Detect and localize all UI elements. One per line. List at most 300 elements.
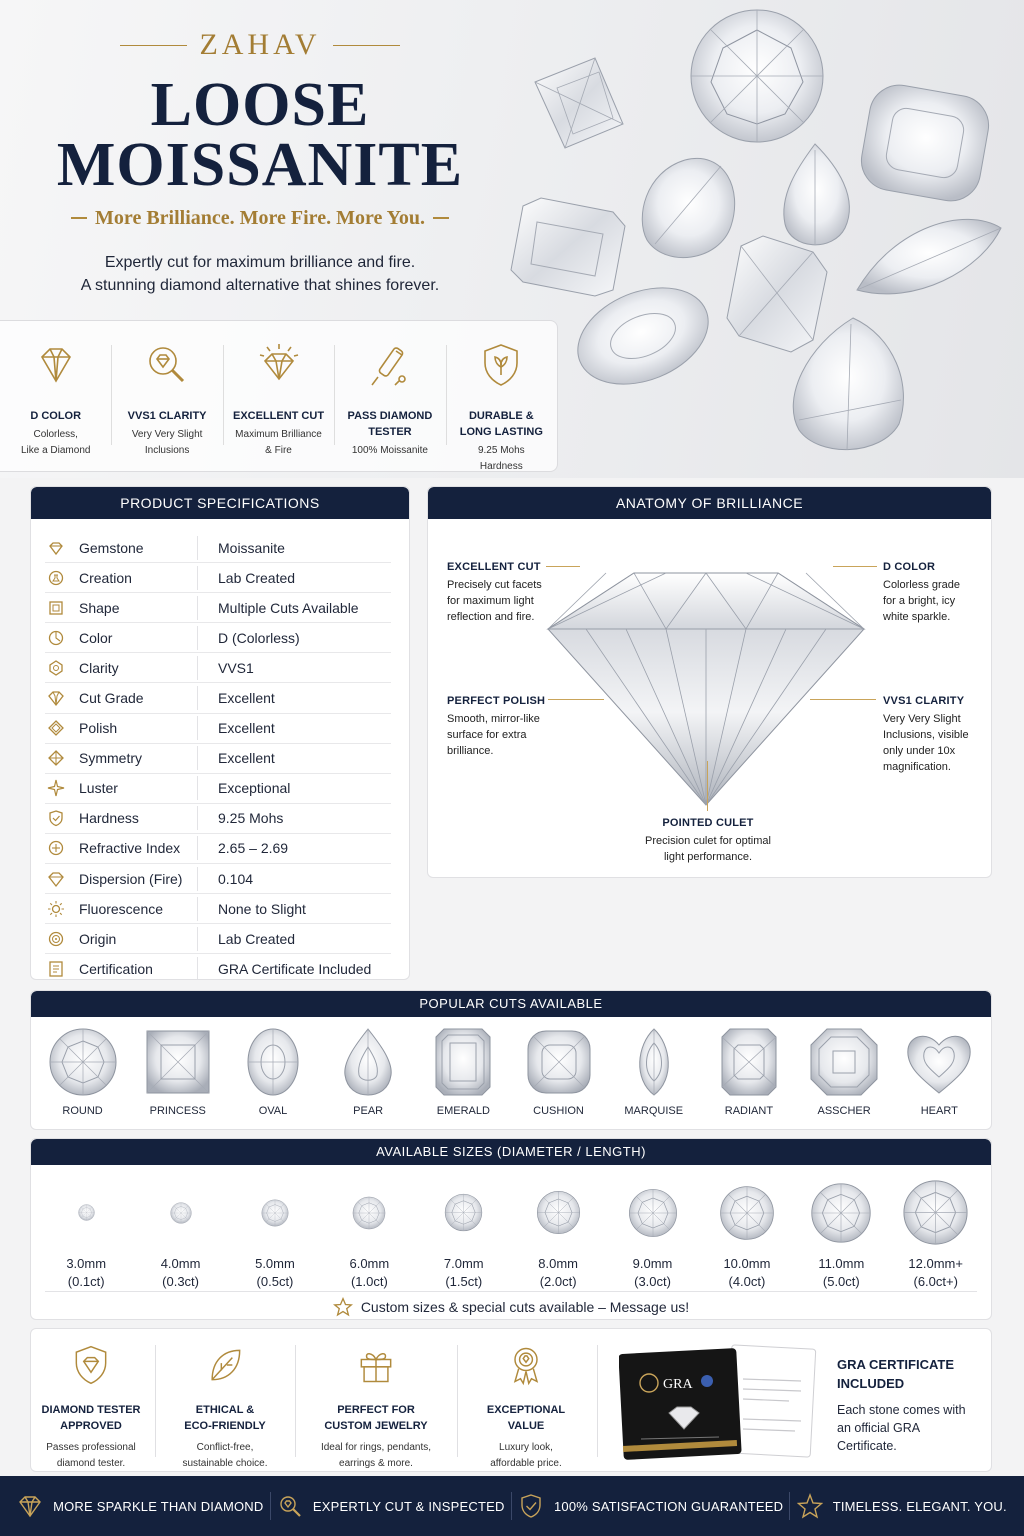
leader-line bbox=[833, 566, 877, 567]
size-mm: 9.0mm bbox=[632, 1256, 673, 1271]
size-gem-4 bbox=[421, 1193, 507, 1247]
divider bbox=[155, 1345, 156, 1457]
size-mm: 3.0mm bbox=[66, 1256, 107, 1271]
spec-row-cut-grade bbox=[45, 683, 391, 713]
footer-label: EXPERTLY CUT & INSPECTED bbox=[312, 1498, 505, 1514]
footer-item-timeless bbox=[797, 1493, 1007, 1519]
diamond-outline-icon bbox=[32, 341, 80, 389]
award-ribbon-icon bbox=[504, 1343, 548, 1387]
size-gem-2 bbox=[232, 1199, 318, 1247]
spec-divider bbox=[197, 957, 198, 980]
cut-label: EMERALD bbox=[436, 1105, 490, 1117]
feature-subtitle-line-2: & Fire bbox=[265, 445, 292, 456]
specs-table bbox=[31, 519, 409, 980]
custom-sizes-text: Custom sizes & special cuts available – Message us! bbox=[360, 1299, 690, 1315]
cuts-heading: POPULAR CUTS AVAILABLE bbox=[31, 991, 991, 1017]
benefit-title-line-2: CUSTOM JEWELRY bbox=[324, 1420, 428, 1432]
size-mm: 11.0mm bbox=[818, 1256, 865, 1271]
spec-value: D (Colorless) bbox=[218, 629, 300, 646]
princess-cut-gem-image bbox=[143, 1027, 213, 1097]
spec-label: Fluorescence bbox=[79, 900, 164, 917]
cut-round bbox=[37, 1027, 129, 1117]
spec-value: Lab Created bbox=[218, 930, 296, 947]
cushion-cut-gem-image bbox=[524, 1027, 594, 1097]
footer-bar bbox=[0, 1476, 1024, 1536]
leader-line bbox=[548, 699, 604, 700]
spec-value: 2.65 – 2.69 bbox=[218, 840, 289, 857]
cut-oval bbox=[227, 1027, 319, 1117]
shield-check-icon bbox=[518, 1493, 544, 1519]
spec-value: Excellent bbox=[218, 720, 275, 737]
feature-excellent-cut bbox=[223, 321, 334, 471]
size-mm: 12.0mm+ bbox=[908, 1256, 963, 1271]
tagline-dash-right bbox=[433, 217, 449, 219]
spec-label: Refractive Index bbox=[79, 840, 181, 857]
anatomy-excellent-cut-title: EXCELLENT CUT bbox=[447, 561, 541, 573]
benefit-exceptional-value bbox=[463, 1329, 589, 1472]
divider bbox=[457, 1345, 458, 1457]
size-mm: 4.0mm bbox=[160, 1256, 201, 1271]
marquise-cut-gem-image bbox=[619, 1027, 689, 1097]
features-strip bbox=[0, 320, 558, 472]
size-label-7 bbox=[704, 1255, 790, 1291]
custom-sizes-note bbox=[31, 1297, 991, 1317]
spec-divider bbox=[197, 536, 198, 560]
tagline-text: More Brilliance. More Fire. More You. bbox=[95, 206, 425, 229]
symmetry-icon bbox=[45, 747, 67, 769]
feature-title-line-1: DURABLE & bbox=[468, 410, 534, 422]
leader-line-vertical bbox=[707, 761, 708, 811]
certificate-title-line-2: INCLUDED bbox=[837, 1376, 905, 1391]
sparkling-diamond-icon bbox=[255, 341, 303, 389]
round-cut-gem-image bbox=[48, 1027, 118, 1097]
spec-label: Luster bbox=[79, 780, 118, 797]
benefit-subtitle-line-2: earrings & more. bbox=[339, 1458, 413, 1469]
spec-divider bbox=[197, 836, 198, 860]
size-label-9 bbox=[893, 1255, 979, 1291]
intro-line-2: A stunning diamond alternative that shines forever. bbox=[80, 277, 440, 294]
title-line-2: MOISSANITE bbox=[56, 131, 464, 199]
hero-gem-small-pear bbox=[784, 144, 850, 245]
benefit-subtitle-line-1: Conflict-free, bbox=[196, 1442, 254, 1453]
anatomy-pointed-culet-line-1: Precision culet for optimal bbox=[645, 835, 771, 847]
hardness-icon bbox=[45, 807, 67, 829]
divider bbox=[270, 1492, 271, 1520]
anatomy-perfect-polish-line-3: brilliance. bbox=[447, 745, 494, 757]
spec-label: Clarity bbox=[79, 659, 119, 676]
size-gem-0 bbox=[43, 1204, 129, 1247]
round-gem-image bbox=[536, 1190, 581, 1235]
magnifier-icon bbox=[277, 1493, 303, 1519]
shield-diamond-icon bbox=[69, 1343, 113, 1387]
spec-label: Creation bbox=[79, 569, 132, 586]
benefit-ethical bbox=[161, 1329, 289, 1472]
anatomy-d-color-title: D COLOR bbox=[883, 561, 936, 573]
cut-grade-icon bbox=[45, 687, 67, 709]
spec-label: Shape bbox=[79, 599, 120, 616]
spec-divider bbox=[197, 596, 198, 620]
hero-gem-cushion bbox=[857, 80, 994, 205]
size-carat: (5.0ct) bbox=[822, 1274, 860, 1289]
anatomy-pointed-culet bbox=[608, 815, 808, 865]
spec-divider bbox=[197, 746, 198, 770]
shape-icon bbox=[45, 597, 67, 619]
spec-divider bbox=[197, 897, 198, 921]
size-mm: 8.0mm bbox=[538, 1256, 578, 1271]
oval-cut-gem-image bbox=[238, 1027, 308, 1097]
specs-heading: PRODUCT SPECIFICATIONS bbox=[31, 487, 409, 519]
feature-subtitle-line-2: Inclusions bbox=[144, 445, 190, 456]
divider bbox=[511, 1492, 512, 1520]
shield-leaf-icon bbox=[477, 341, 525, 389]
fluorescence-icon bbox=[45, 898, 67, 920]
spec-row-refractive-index bbox=[45, 834, 391, 864]
benefit-title-line-2: VALUE bbox=[507, 1420, 545, 1432]
spec-divider bbox=[197, 927, 198, 951]
pear-cut-gem-image bbox=[333, 1027, 403, 1097]
size-carat: (3.0ct) bbox=[634, 1274, 671, 1289]
size-gem-7 bbox=[704, 1185, 790, 1247]
spec-label: Hardness bbox=[79, 810, 139, 827]
size-label-1 bbox=[138, 1255, 224, 1291]
spec-label: Polish bbox=[79, 720, 118, 737]
title-line-1: LOOSE bbox=[150, 71, 370, 139]
size-label-3 bbox=[326, 1255, 412, 1291]
size-carat: (1.0ct) bbox=[350, 1274, 388, 1289]
star-icon bbox=[797, 1493, 823, 1519]
asscher-cut-gem-image bbox=[809, 1027, 879, 1097]
cut-label: PEAR bbox=[353, 1105, 384, 1117]
anatomy-excellent-cut-line-2: for maximum light bbox=[447, 595, 534, 607]
benefit-subtitle-line-2: affordable price. bbox=[490, 1458, 562, 1469]
spec-divider bbox=[197, 716, 198, 740]
feature-pass-diamond-tester bbox=[334, 321, 445, 471]
size-label-4 bbox=[421, 1255, 507, 1291]
size-carat: (0.1ct) bbox=[67, 1274, 105, 1289]
feature-title-line-1: PASS DIAMOND bbox=[347, 410, 433, 422]
spec-value: Lab Created bbox=[218, 569, 296, 586]
feature-subtitle-line-1: Maximum Brilliance bbox=[235, 429, 322, 440]
spec-value: Moissanite bbox=[218, 539, 285, 556]
spec-value: Excellent bbox=[218, 690, 275, 707]
footer-label: 100% SATISFACTION GUARANTEED bbox=[553, 1498, 784, 1514]
size-carat: (2.0ct) bbox=[539, 1274, 577, 1289]
benefit-subtitle-line-1: Luxury look, bbox=[499, 1442, 553, 1453]
round-gem-image bbox=[352, 1196, 386, 1230]
spec-label: Origin bbox=[79, 930, 117, 947]
spec-row-hardness bbox=[45, 804, 391, 834]
feature-subtitle-line-1: 100% Moissanite bbox=[351, 445, 428, 456]
anatomy-vvs1-clarity-line-4: magnification. bbox=[883, 761, 951, 773]
hero-gem-pear bbox=[642, 158, 734, 257]
cut-label: HEART bbox=[920, 1105, 958, 1117]
spec-row-origin bbox=[45, 924, 391, 954]
radiant-cut-gem-image bbox=[714, 1027, 784, 1097]
sizes-heading: AVAILABLE SIZES (DIAMETER / LENGTH) bbox=[31, 1139, 991, 1165]
spec-value: None to Slight bbox=[218, 900, 306, 917]
cut-label: OVAL bbox=[258, 1105, 288, 1117]
spec-value: 0.104 bbox=[218, 870, 254, 887]
benefit-subtitle-line-1: Ideal for rings, pendants, bbox=[320, 1442, 432, 1453]
anatomy-d-color-line-3: white sparkle. bbox=[883, 611, 951, 623]
hero-section bbox=[0, 0, 1024, 478]
spec-value: VVS1 bbox=[218, 659, 254, 676]
size-gem-1 bbox=[138, 1202, 224, 1247]
cuts-row bbox=[31, 1017, 991, 1117]
hero-gem-marquise bbox=[857, 219, 1001, 293]
cut-label: CUSHION bbox=[533, 1105, 584, 1117]
luster-icon bbox=[45, 777, 67, 799]
size-gem-6 bbox=[610, 1188, 696, 1247]
certificate-sub-line-2: an official GRA bbox=[837, 1421, 921, 1435]
cut-heart bbox=[893, 1027, 985, 1117]
spec-value: Exceptional bbox=[218, 780, 291, 797]
cut-label: ASSCHER bbox=[817, 1105, 871, 1117]
spec-label: Certification bbox=[79, 961, 153, 978]
spec-divider bbox=[197, 626, 198, 650]
round-gem-image bbox=[719, 1185, 775, 1241]
feature-d-color bbox=[0, 321, 111, 471]
tagline-dash-left bbox=[71, 217, 87, 219]
spec-row-color bbox=[45, 623, 391, 653]
anatomy-perfect-polish-line-2: surface for extra bbox=[447, 729, 527, 741]
cut-label: ROUND bbox=[62, 1105, 103, 1117]
sizes-gem-row bbox=[31, 1165, 991, 1247]
leader-line bbox=[810, 699, 876, 700]
footer-item-inspected bbox=[277, 1493, 505, 1519]
size-label-2 bbox=[232, 1255, 318, 1291]
gra-certificate-image bbox=[619, 1339, 819, 1461]
spec-row-polish bbox=[45, 714, 391, 744]
anatomy-d-color bbox=[883, 559, 960, 625]
size-gem-5 bbox=[515, 1190, 601, 1247]
feature-title: VVS1 CLARITY bbox=[127, 410, 207, 422]
clarity-icon bbox=[45, 657, 67, 679]
divider bbox=[45, 1291, 977, 1292]
hero-gem-emerald bbox=[511, 198, 625, 296]
diamond-profile-image bbox=[546, 569, 866, 809]
spec-row-gemstone bbox=[45, 533, 391, 563]
leader-line bbox=[546, 566, 580, 567]
anatomy-d-color-line-2: for a bright, icy bbox=[883, 595, 956, 607]
refraction-icon bbox=[45, 837, 67, 859]
anatomy-d-color-line-1: Colorless grade bbox=[883, 579, 961, 591]
size-mm: 7.0mm bbox=[443, 1256, 484, 1271]
round-gem-image bbox=[170, 1202, 192, 1224]
brand-name: ZAHAV bbox=[199, 28, 321, 61]
feature-subtitle-line-1: 9.25 Mohs bbox=[477, 445, 525, 456]
cut-emerald bbox=[417, 1027, 509, 1117]
benefit-title-line-2: ECO-FRIENDLY bbox=[184, 1420, 266, 1432]
benefit-title-line-1: DIAMOND TESTER bbox=[41, 1404, 141, 1416]
spec-label: Cut Grade bbox=[79, 690, 144, 707]
footer-label: MORE SPARKLE THAN DIAMOND bbox=[53, 1498, 264, 1514]
spec-divider bbox=[197, 686, 198, 710]
feature-title: D COLOR bbox=[30, 410, 82, 422]
size-mm: 6.0mm bbox=[349, 1256, 390, 1271]
footer-item-guarantee bbox=[518, 1493, 783, 1519]
brand-rule-right bbox=[333, 45, 400, 46]
spec-row-dispersion-fire bbox=[45, 864, 391, 894]
hero-gem-collection-image bbox=[495, 0, 1024, 478]
benefit-subtitle-line-2: diamond tester. bbox=[56, 1458, 126, 1469]
heart-cut-gem-image bbox=[904, 1027, 974, 1097]
hero-gem-radiant bbox=[727, 236, 827, 352]
benefit-custom-jewelry bbox=[301, 1329, 451, 1472]
spec-value: Multiple Cuts Available bbox=[218, 599, 359, 616]
cut-radiant bbox=[703, 1027, 795, 1117]
anatomy-vvs1-clarity-line-1: Very Very Slight bbox=[883, 713, 961, 725]
round-gem-image bbox=[444, 1193, 483, 1232]
cut-label: MARQUISE bbox=[624, 1105, 684, 1117]
cut-princess bbox=[132, 1027, 224, 1117]
size-label-8 bbox=[798, 1255, 884, 1291]
certificate-title-line-1: GRA CERTIFICATE bbox=[837, 1357, 954, 1372]
certificate-info bbox=[837, 1355, 987, 1455]
feature-subtitle-line-2: Like a Diamond bbox=[20, 445, 91, 456]
spec-row-luster bbox=[45, 774, 391, 804]
flask-icon bbox=[45, 567, 67, 589]
certificate-card-graphic bbox=[619, 1339, 819, 1461]
certificate-sub-line-3: Certificate. bbox=[837, 1439, 897, 1453]
spec-row-certification bbox=[45, 954, 391, 980]
size-label-6 bbox=[610, 1255, 696, 1291]
hero-gem-princess bbox=[535, 58, 623, 148]
footer-label: TIMELESS. ELEGANT. YOU. bbox=[832, 1498, 1007, 1514]
round-gem-image bbox=[902, 1179, 969, 1246]
size-gem-9 bbox=[893, 1179, 979, 1247]
available-sizes-card bbox=[30, 1138, 992, 1320]
anatomy-vvs1-clarity-line-2: Inclusions, visible bbox=[883, 729, 969, 741]
polish-icon bbox=[45, 717, 67, 739]
size-carat: (4.0ct) bbox=[728, 1274, 766, 1289]
cut-asscher bbox=[798, 1027, 890, 1117]
origin-icon bbox=[45, 928, 67, 950]
anatomy-pointed-culet-title: POINTED CULET bbox=[662, 817, 754, 829]
benefits-card bbox=[30, 1328, 992, 1472]
size-gem-8 bbox=[798, 1182, 884, 1247]
certificate-brand: GRA bbox=[663, 1377, 693, 1392]
feature-title-line-2: LONG LASTING bbox=[459, 426, 543, 438]
color-icon bbox=[45, 627, 67, 649]
spec-row-fluorescence bbox=[45, 894, 391, 924]
dispersion-icon bbox=[45, 868, 67, 890]
benefit-title-line-1: EXCEPTIONAL bbox=[486, 1404, 566, 1416]
anatomy-pointed-culet-line-2: light performance. bbox=[663, 851, 753, 863]
spec-divider bbox=[197, 867, 198, 891]
intro-line-1: Expertly cut for maximum brilliance and fire. bbox=[104, 254, 416, 271]
round-gem-image bbox=[261, 1199, 289, 1227]
divider bbox=[597, 1345, 598, 1457]
size-gem-3 bbox=[326, 1196, 412, 1247]
benefit-title-line-1: PERFECT FOR bbox=[337, 1404, 415, 1416]
anatomy-vvs1-clarity-line-3: only under 10x bbox=[883, 745, 956, 757]
sizes-label-row bbox=[31, 1247, 991, 1291]
spec-divider bbox=[197, 566, 198, 590]
feature-subtitle-line-1: Colorless, bbox=[33, 429, 78, 440]
gift-icon bbox=[354, 1343, 398, 1387]
magnifier-diamond-icon bbox=[143, 341, 191, 389]
feature-vvs1-clarity bbox=[111, 321, 222, 471]
divider bbox=[789, 1492, 790, 1520]
round-gem-image bbox=[810, 1182, 872, 1244]
tester-pen-icon bbox=[366, 341, 414, 389]
feature-durable bbox=[446, 321, 557, 471]
round-gem-image bbox=[78, 1204, 95, 1221]
tagline bbox=[50, 204, 470, 232]
spec-label: Color bbox=[79, 629, 113, 646]
benefit-diamond-tester bbox=[31, 1329, 151, 1472]
spec-label: Dispersion (Fire) bbox=[79, 870, 183, 887]
anatomy-of-brilliance-card bbox=[427, 486, 992, 878]
size-label-5 bbox=[515, 1255, 601, 1291]
size-mm: 5.0mm bbox=[255, 1256, 295, 1271]
feature-title-line-2: TESTER bbox=[368, 426, 412, 438]
anatomy-excellent-cut-line-3: reflection and fire. bbox=[447, 611, 535, 623]
cut-label: RADIANT bbox=[724, 1105, 774, 1117]
footer-item-sparkle bbox=[17, 1493, 263, 1519]
emerald-cut-gem-image bbox=[428, 1027, 498, 1097]
certificate-icon bbox=[45, 958, 67, 980]
cut-label: PRINCESS bbox=[149, 1105, 206, 1117]
anatomy-perfect-polish-line-1: Smooth, mirror-like bbox=[447, 713, 540, 725]
anatomy-vvs1-clarity-title: VVS1 CLARITY bbox=[883, 695, 965, 707]
certificate-sub-line-1: Each stone comes with bbox=[837, 1403, 966, 1417]
spec-row-symmetry bbox=[45, 744, 391, 774]
diamond-icon bbox=[17, 1493, 43, 1519]
anatomy-excellent-cut-line-1: Precisely cut facets bbox=[447, 579, 542, 591]
anatomy-vvs1-clarity bbox=[883, 693, 969, 775]
spec-row-clarity bbox=[45, 653, 391, 683]
anatomy-excellent-cut bbox=[447, 559, 542, 625]
spec-row-shape bbox=[45, 593, 391, 623]
feature-title: EXCELLENT CUT bbox=[232, 410, 325, 422]
star-outline-icon bbox=[333, 1297, 353, 1317]
spec-value: 9.25 Mohs bbox=[218, 810, 284, 827]
gem-icon bbox=[45, 537, 67, 559]
size-carat: (0.3ct) bbox=[162, 1274, 199, 1289]
anatomy-perfect-polish bbox=[447, 693, 545, 759]
spec-divider bbox=[197, 776, 198, 800]
benefit-title-line-1: ETHICAL & bbox=[195, 1404, 255, 1416]
size-carat: (6.0ct+) bbox=[913, 1274, 958, 1289]
spec-row-creation bbox=[45, 563, 391, 593]
size-mm: 10.0mm bbox=[723, 1256, 771, 1271]
size-label-0 bbox=[43, 1255, 129, 1291]
spec-divider bbox=[197, 806, 198, 830]
anatomy-heading: ANATOMY OF BRILLIANCE bbox=[428, 487, 991, 519]
feature-subtitle-line-1: Very Very Slight bbox=[131, 429, 203, 440]
benefit-subtitle-line-1: Passes professional bbox=[46, 1442, 136, 1453]
leaf-icon bbox=[203, 1343, 247, 1387]
cut-pear bbox=[322, 1027, 414, 1117]
spec-value: Excellent bbox=[218, 750, 275, 767]
anatomy-perfect-polish-title: PERFECT POLISH bbox=[447, 695, 546, 707]
feature-subtitle-line-2: Hardness bbox=[479, 461, 523, 472]
divider bbox=[295, 1345, 296, 1457]
popular-cuts-card bbox=[30, 990, 992, 1130]
benefit-title-line-2: APPROVED bbox=[60, 1420, 122, 1432]
spec-label: Symmetry bbox=[79, 750, 142, 767]
spec-value: GRA Certificate Included bbox=[218, 961, 372, 978]
cut-cushion bbox=[513, 1027, 605, 1117]
product-specifications-card bbox=[30, 486, 410, 980]
benefit-subtitle-line-2: sustainable choice. bbox=[182, 1458, 268, 1469]
size-carat: (1.5ct) bbox=[445, 1274, 483, 1289]
spec-label: Gemstone bbox=[79, 539, 144, 556]
brand-row bbox=[120, 28, 400, 62]
brand-rule-left bbox=[120, 45, 187, 46]
